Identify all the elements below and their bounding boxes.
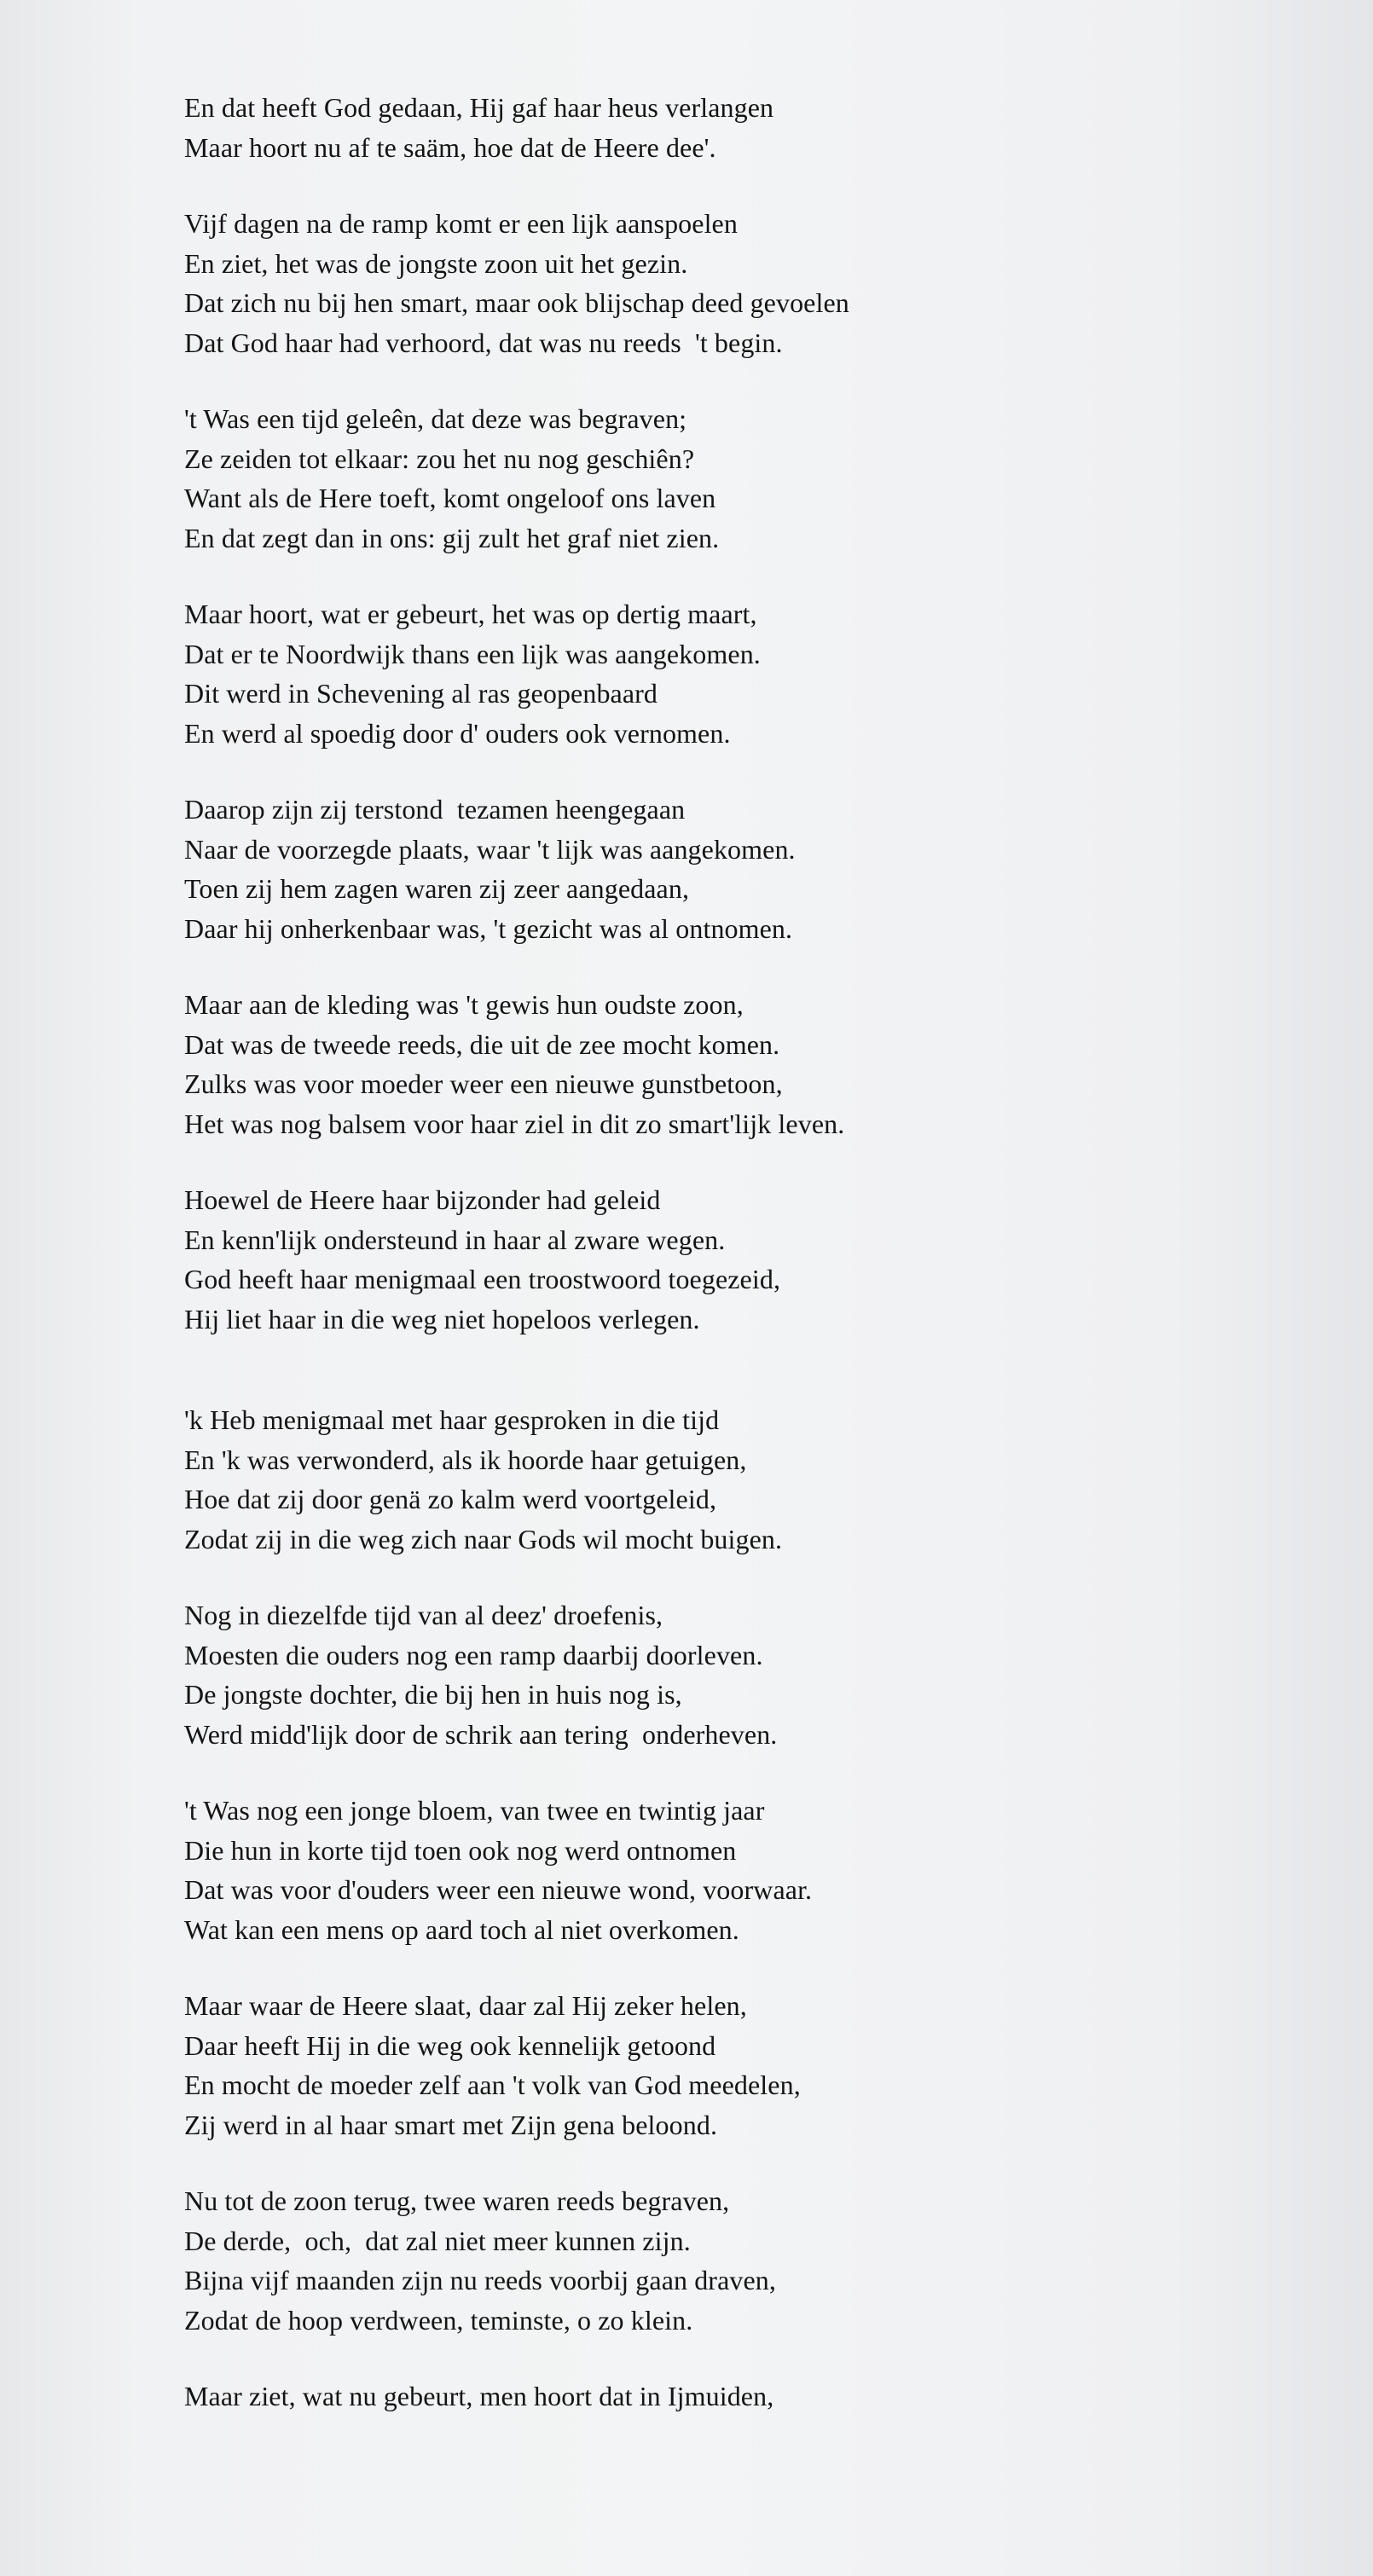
poem-line: Maar hoort nu af te saäm, hoe dat de Heere dee'. xyxy=(184,131,716,163)
poem-line: Maar aan de kleding was 't gewis hun oudste zoon, xyxy=(184,989,744,1020)
poem-line: Want als de Here toeft, komt ongeloof ons laven xyxy=(184,483,716,513)
poem-line: Maar waar de Heere slaat, daar zal Hij zeker helen, xyxy=(184,1990,747,2021)
poem-line: Dat er te Noordwijk thans een lijk was aangekomen. xyxy=(184,638,761,669)
stanza xyxy=(184,2376,1293,2417)
poem-line: Maar hoort, wat er gebeurt, het was op dertig maart, xyxy=(184,599,757,629)
poem-line: Bijna vijf maanden zijn nu reeds voorbij gaan draven, xyxy=(184,2265,776,2295)
poem-line: Zulks was voor moeder weer een nieuwe gunstbetoon, xyxy=(184,1068,783,1099)
poem-line: Dat zich nu bij hen smart, maar ook blijschap deed gevoelen xyxy=(184,287,849,318)
poem-line: Die hun in korte tijd toen ook nog werd ontnomen xyxy=(184,1834,737,1866)
poem-line: Vijf dagen na de ramp komt er een lijk aanspoelen xyxy=(184,208,738,239)
poem-line: En werd al spoedig door d' ouders ook vernomen. xyxy=(184,717,731,749)
poem-line: Naar de voorzegde plaats, waar 't lijk was aangekomen. xyxy=(184,833,796,865)
poem-line: 't Was een tijd geleên, dat deze was begraven; xyxy=(184,403,687,434)
stanza xyxy=(184,1180,1293,1339)
poem-line: Zodat de hoop verdween, teminste, o zo klein. xyxy=(184,2304,693,2336)
poem-line: Dat God haar had verhoord, dat was nu reeds 't begin. xyxy=(184,327,783,358)
poem-line: Hij liet haar in die weg niet hopeloos verlegen. xyxy=(184,1303,700,1334)
poem-line: Ze zeiden tot elkaar: zou het nu nog geschiên? xyxy=(184,443,695,474)
poem-line: 'k Heb menigmaal met haar gesproken in die tijd xyxy=(184,1404,720,1435)
poem-line: 't Was nog een jonge bloem, van twee en twintig jaar xyxy=(184,1795,765,1826)
poem-line: En kenn'lijk ondersteund in haar al zware wegen. xyxy=(184,1224,726,1255)
poem-text xyxy=(184,88,1293,2453)
poem-line: Hoe dat zij door genä zo kalm werd voortgeleid, xyxy=(184,1484,717,1514)
poem-line: En ziet, het was de jongste zoon uit het gezin. xyxy=(184,247,688,279)
stanza xyxy=(184,1400,1293,1559)
stanza xyxy=(184,790,1293,948)
poem-line: Hoewel de Heere haar bijzonder had geleid xyxy=(184,1184,661,1215)
poem-line: Zij werd in al haar smart met Zijn gena beloond. xyxy=(184,2109,718,2140)
poem-line: De derde, och, dat zal niet meer kunnen zijn. xyxy=(184,2225,691,2256)
stanza xyxy=(184,1791,1293,1949)
poem-line: En 'k was verwonderd, als ik hoorde haar getuigen, xyxy=(184,1444,747,1475)
poem-line: Daar heeft Hij in die weg ook kennelijk getoond xyxy=(184,2029,716,2061)
poem-line: Dit werd in Schevening al ras geopenbaard xyxy=(184,678,658,709)
poem-line: Daarop zijn zij terstond tezamen heengegaan xyxy=(184,794,686,825)
poem-line: Maar ziet, wat nu gebeurt, men hoort dat in Ijmuiden, xyxy=(184,2381,774,2411)
poem-line: Nog in diezelfde tijd van al deez' droefenis, xyxy=(184,1600,663,1630)
stanza xyxy=(184,2181,1293,2340)
poem-line: De jongste dochter, die bij hen in huis nog is, xyxy=(184,1679,682,1710)
poem-line: Dat was voor d'ouders weer een nieuwe wond, voorwaar. xyxy=(184,1874,813,1905)
stanza xyxy=(184,88,1293,167)
poem-line: Nu tot de zoon terug, twee waren reeds begraven, xyxy=(184,2185,730,2216)
stanza xyxy=(184,204,1293,362)
poem-line: En dat zegt dan in ons: gij zult het graf niet zien. xyxy=(184,522,720,553)
poem-line: En dat heeft God gedaan, Hij gaf haar heus verlangen xyxy=(184,92,774,123)
poem-line: En mocht de moeder zelf aan 't volk van God meedelen, xyxy=(184,2069,801,2100)
poem-line: Werd midd'lijk door de schrik aan tering onderheven. xyxy=(184,1718,778,1750)
poem-line: God heeft haar menigmaal een troostwoord toegezeid, xyxy=(184,1264,781,1294)
stanza xyxy=(184,1595,1293,1754)
poem-line: Daar hij onherkenbaar was, 't gezicht was al ontnomen. xyxy=(184,912,793,944)
poem-line: Wat kan een mens op aard toch al niet overkomen. xyxy=(184,1913,739,1945)
poem-line: Moesten die ouders nog een ramp daarbij doorleven. xyxy=(184,1639,763,1670)
stanza xyxy=(184,1986,1293,2145)
poem-line: Dat was de tweede reeds, die uit de zee mocht komen. xyxy=(184,1028,780,1060)
stanza xyxy=(184,594,1293,753)
stanza xyxy=(184,399,1293,558)
stanza xyxy=(184,985,1293,1143)
poem-line: Toen zij hem zagen waren zij zeer aangedaan, xyxy=(184,873,690,904)
poem-line: Het was nog balsem voor haar ziel in dit zo smart'lijk leven. xyxy=(184,1108,845,1139)
poem-line: Zodat zij in die weg zich naar Gods wil mocht buigen. xyxy=(184,1523,783,1554)
